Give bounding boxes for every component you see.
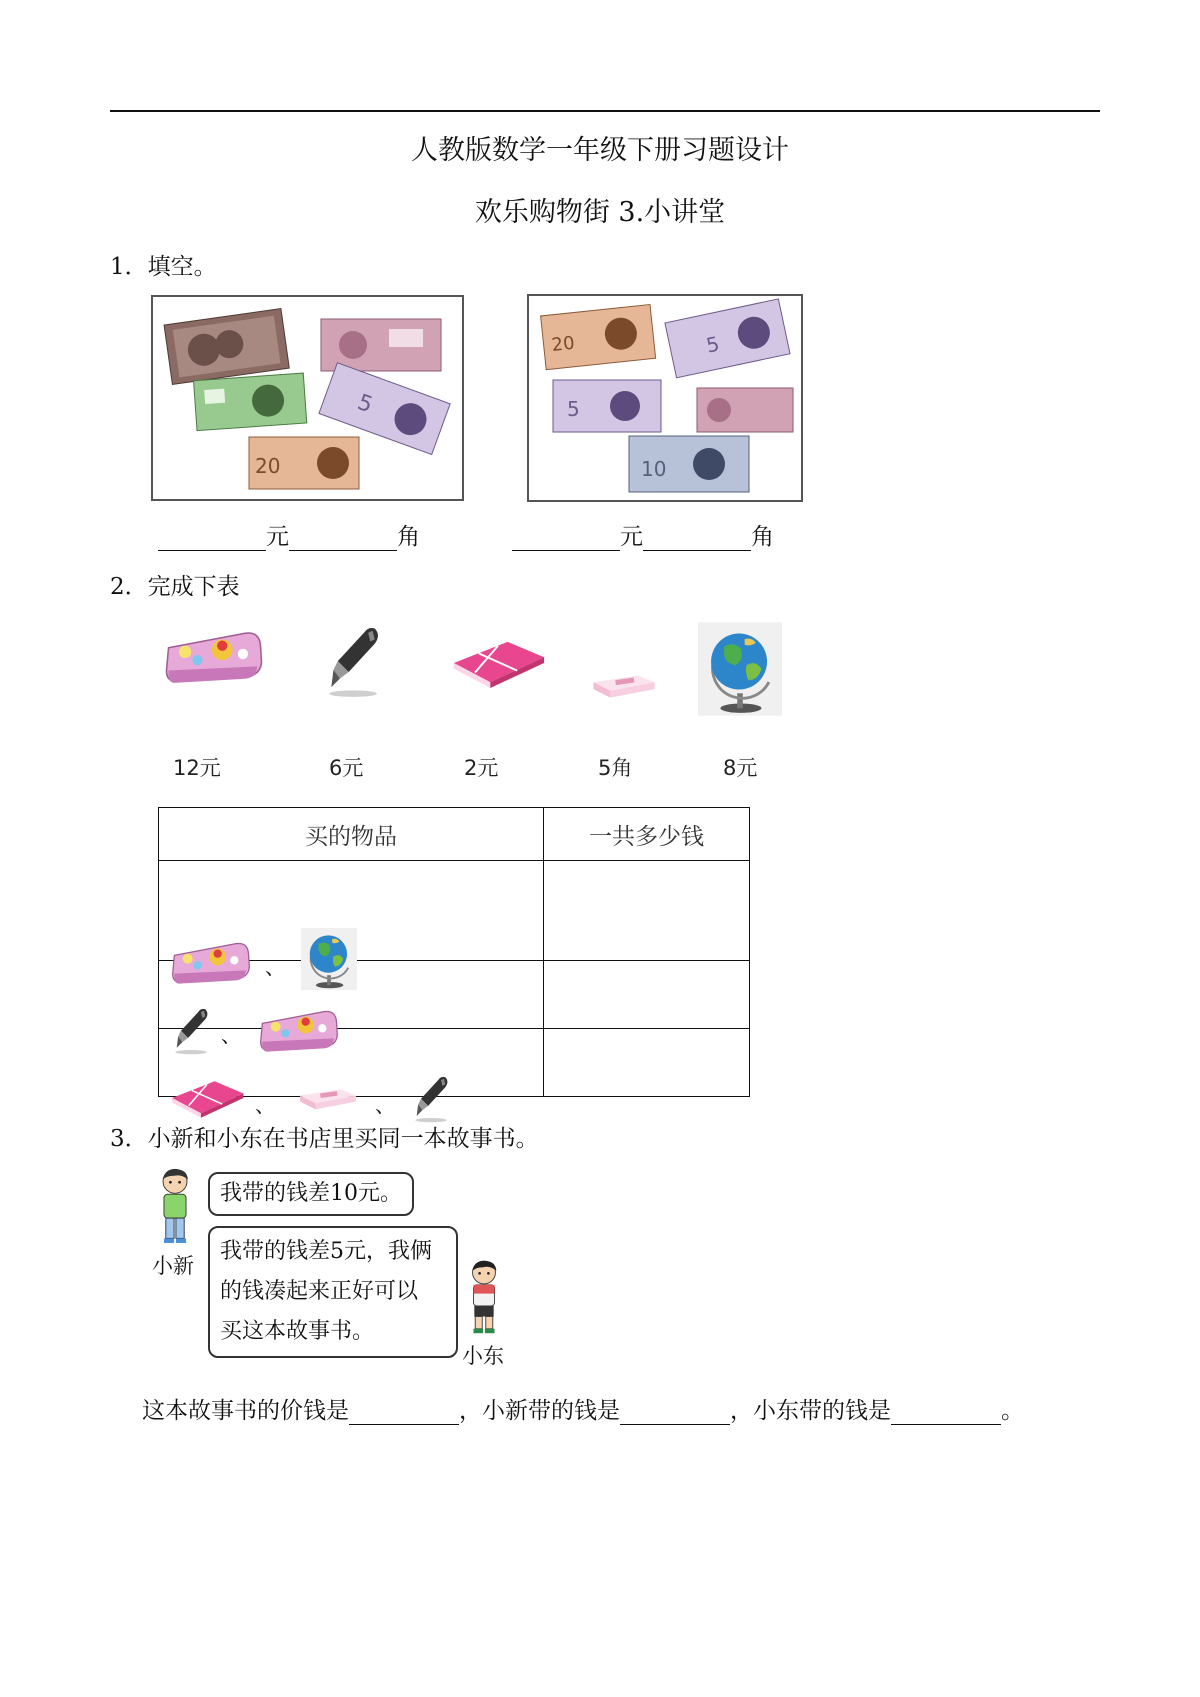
blank-left-jiao[interactable] [289,528,397,551]
separator: 、 [375,1092,395,1117]
pen-image [320,622,386,698]
price-globe: 8元 [723,756,758,780]
sentence-part: ，小新带的钱是 [459,1398,620,1424]
q3-sentence [142,1392,1024,1425]
price-notebook: 2元 [464,756,499,780]
globe-image [698,622,782,716]
separator: 、 [255,1092,275,1117]
svg-text:20: 20 [550,332,576,356]
sentence-part: ，小东带的钱是 [730,1398,891,1424]
unit-yuan: 元 [620,524,643,550]
page-title: 人教版数学一年级下册习题设计 [411,135,789,166]
price-eraser: 5角 [598,756,633,780]
svg-text:5: 5 [567,397,580,421]
price-pen: 6元 [329,756,364,780]
pencil-case-image [257,1005,341,1055]
table-row [159,861,750,961]
blank-xiaodong-money[interactable] [891,1402,1001,1425]
bubble-line: 买这本故事书。 [220,1319,375,1344]
separator: 、 [221,1022,241,1047]
shopping-table [158,807,750,1117]
globe-image [301,927,357,991]
question-2-label: 2．完成下表 [110,574,240,600]
page-subtitle: 欢乐购物街 3.小讲堂 [474,197,726,228]
pen-image [169,1005,213,1055]
eraser-image [297,1081,359,1113]
question-3-label: 3．小新和小东在书店里买同一本故事书。 [110,1126,539,1152]
bubble-line: 我带的钱差5元，我俩 [220,1239,432,1264]
speech-bubble-xiaoxin: 我带的钱差10元。 [208,1172,414,1216]
header-items: 买的物品 [159,808,544,861]
q1-right-answer [512,518,774,551]
header-total: 一共多少钱 [544,808,750,861]
blank-xiaoxin-money[interactable] [620,1402,730,1425]
bubble-line: 的钱凑起来正好可以 [220,1279,419,1304]
eraser-image [590,666,658,702]
separator: 、 [265,954,285,979]
speech-bubble-xiaodong [208,1226,458,1358]
money-picture-left [151,295,464,501]
notebook-image [450,634,546,692]
unit-jiao: 角 [397,524,420,550]
q1-left-answer [158,518,420,551]
svg-text:10: 10 [641,457,667,481]
pen-image [409,1073,453,1123]
top-rule [110,110,1100,112]
items-cell [159,1029,544,1117]
notebook-image [169,1075,245,1121]
blank-left-yuan[interactable] [158,528,266,551]
svg-text:5: 5 [704,331,722,358]
sentence-end: 。 [1001,1398,1024,1424]
name-xiaoxin: 小新 [152,1254,194,1278]
blank-right-yuan[interactable] [512,528,620,551]
total-cell[interactable] [544,961,750,1029]
svg-text:5: 5 [354,389,376,419]
name-xiaodong: 小东 [462,1344,504,1368]
total-cell[interactable] [544,861,750,961]
pencil-case-image [162,625,266,687]
items-cell [159,861,544,979]
xiaodong-figure [462,1258,506,1338]
money-picture-right [527,294,803,502]
total-cell[interactable] [544,1029,750,1097]
xiaoxin-figure [152,1166,198,1250]
pencil-case-image [169,937,253,987]
question-1-label: 1．填空。 [110,254,217,280]
price-pencil-case: 12元 [173,756,221,780]
sentence-part: 这本故事书的价钱是 [142,1398,349,1424]
table-row [159,1029,750,1097]
unit-yuan: 元 [266,524,289,550]
blank-book-price[interactable] [349,1402,459,1425]
svg-text:20: 20 [255,454,281,478]
unit-jiao: 角 [751,524,774,550]
blank-right-jiao[interactable] [643,528,751,551]
